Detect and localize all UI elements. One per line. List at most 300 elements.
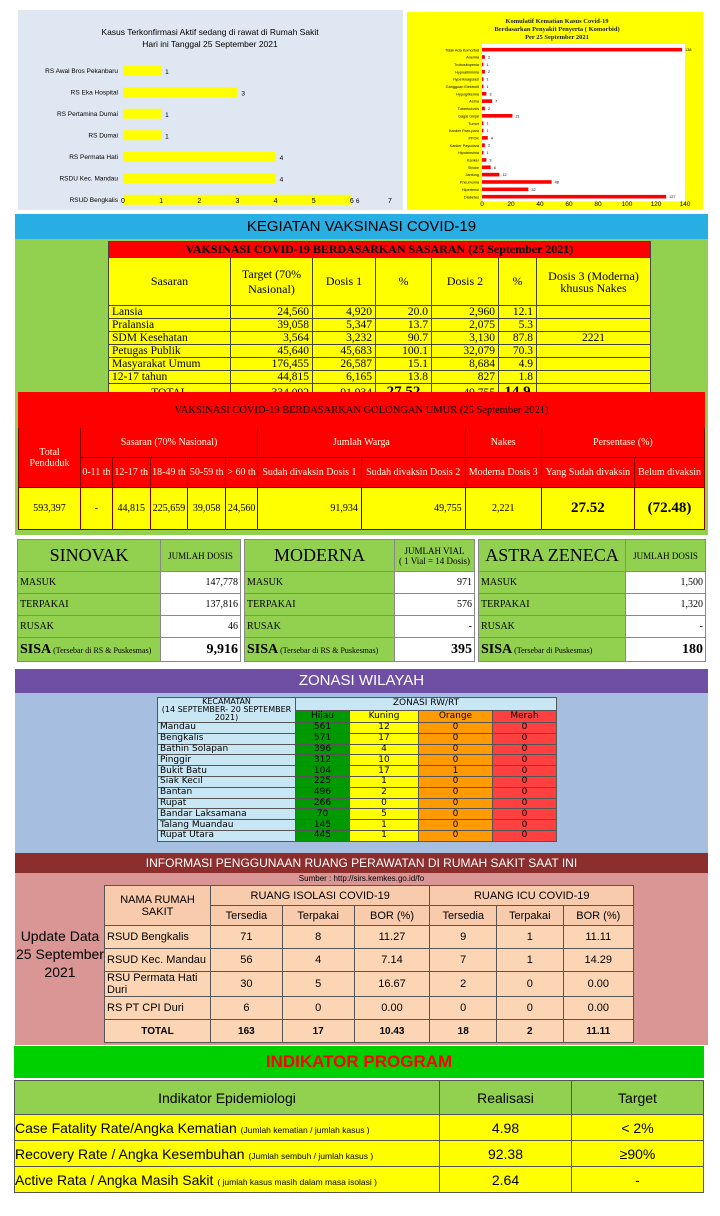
table-cell: 24,560: [231, 306, 313, 319]
indicator-note: ( jumlah kasus masih dalam masa isolasi ): [217, 1176, 377, 1187]
zoning-row: [158, 744, 557, 755]
chart2-data-label: 7: [495, 99, 498, 104]
zona-label: ZONASI RW/RT: [296, 698, 557, 711]
t2-value: 44,815: [112, 488, 150, 530]
kecamatan-date: (14 SEPTEMBER- 20 SEPTEMBER 2021): [161, 705, 292, 722]
table-cell: Masyarakat Umum: [109, 358, 231, 371]
room-cell: 9: [430, 926, 497, 949]
isolation-header: RUANG ISOLASI COVID-19: [211, 886, 430, 906]
kecamatan-header: [158, 698, 296, 723]
t2-subhead: Yang Sudah divaksin: [541, 458, 634, 488]
indicator-realisasi: 92.38: [440, 1141, 572, 1167]
chart2-data-label: 3: [489, 92, 492, 97]
chart2-category-label: Kanker Payudara: [449, 143, 479, 148]
chart1-category-label: RS Permata Hati: [69, 153, 118, 161]
stock-table: [17, 539, 241, 662]
chart2-bar: [482, 99, 492, 103]
zoning-cell: 266: [296, 798, 350, 809]
chart2-category-label: Hipertensi: [461, 187, 479, 192]
comorbid-deaths-svg: [407, 12, 703, 210]
chart2-category-label: Tumor: [468, 121, 479, 126]
chart2-data-label: 32: [531, 187, 536, 192]
source-text: Sumber : http://sirs.kemkes.go.id/fo: [298, 874, 425, 883]
table-cell: 70.3: [499, 345, 537, 358]
room-cell: 16.67: [354, 972, 430, 997]
stock-row: [479, 572, 706, 594]
chart2-category-label: Tidak Ada Komorbid: [444, 48, 479, 53]
zoning-cell: 2: [350, 787, 419, 798]
table-cell: 15.1: [376, 358, 432, 371]
table-cell: Lansia: [109, 306, 231, 319]
chart2-data-label: 3: [489, 158, 492, 163]
remaining-note: (Tersebar di RS & Puskesmas): [51, 645, 152, 655]
zoning-cell: Rupat Utara: [158, 830, 296, 841]
zoning-cell: 0: [492, 766, 556, 777]
t2-title: VAKSINASI COVID-19 BERDASARKAN GOLONGAN UMUR (25 September 2021): [19, 393, 705, 428]
table-cell: 90.7: [376, 332, 432, 345]
table-cell: 100.1: [376, 345, 432, 358]
zoning-cell: Bandar Laksamana: [158, 809, 296, 820]
chart1-tick: 2: [197, 198, 202, 205]
room-col: Terpakai: [497, 906, 564, 926]
zoning-cell: 70: [296, 809, 350, 820]
zoning-row: [158, 809, 557, 820]
t1-col: Target (70% Nasional): [231, 258, 313, 306]
chart1-tick: 7: [388, 198, 392, 205]
stock-label: RUSAK: [479, 616, 626, 638]
chart2-data-label: 12: [502, 173, 507, 178]
table-cell: 45,640: [231, 345, 313, 358]
zoning-cell: 496: [296, 787, 350, 798]
room-cell: 14.29: [563, 949, 633, 972]
chart2-category-label: Hypoglikemia: [456, 92, 479, 97]
zoning-cell: 0: [419, 787, 493, 798]
t2-value: (72.48): [635, 488, 705, 530]
indicator-header: INDIKATOR PROGRAM: [14, 1046, 704, 1078]
zoning-cell: Mandau: [158, 723, 296, 734]
stock-row: [479, 616, 706, 638]
table-row: [109, 319, 651, 332]
chart1-tick: 6: [349, 198, 354, 205]
chart1-subtitle: Hari ini Tanggal 25 September 2021: [142, 39, 278, 49]
hospital-active-cases-svg: [18, 10, 403, 210]
stock-value: 971: [395, 572, 475, 594]
chart2-category-label: Gagal Ginjal: [458, 114, 479, 119]
chart2-bar: [482, 165, 491, 169]
table-cell: 44,815: [231, 371, 313, 384]
zoning-cell: 0: [419, 744, 493, 755]
remaining-note: (Tersebar di Puskesmas): [512, 645, 593, 655]
zoning-cell: 0: [492, 723, 556, 734]
zoning-cell: 0: [492, 733, 556, 744]
chart1-category-label: RS Eka Hospital: [70, 89, 118, 97]
room-total-cell: 11.11: [563, 1020, 633, 1043]
room-total-cell: 10.43: [354, 1020, 430, 1043]
table-cell: [537, 371, 651, 384]
zoning-row: [158, 766, 557, 777]
chart2-bar: [482, 107, 485, 111]
t2-value: 39,058: [188, 488, 226, 530]
chart2-bar: [482, 195, 666, 199]
zoning-row: [158, 776, 557, 787]
stock-row: [245, 616, 475, 638]
zoning-cell: 445: [296, 830, 350, 841]
vaccine-name: SINOVAK: [18, 540, 161, 572]
vaccination-by-target-table: [108, 241, 651, 402]
zoning-cell: 0: [492, 744, 556, 755]
chart2-data-label: 1: [486, 77, 489, 82]
chart2-data-label: 2: [487, 143, 491, 148]
table-cell: 6,165: [313, 371, 376, 384]
zoning-cell: 0: [419, 776, 493, 787]
zoning-cell: 145: [296, 820, 350, 831]
room-cell: 1: [497, 926, 564, 949]
room-cell: 4: [282, 949, 354, 972]
stock-row: [479, 594, 706, 616]
table-cell: 2,960: [432, 306, 499, 319]
chart1-data-label: 1: [165, 111, 169, 119]
hospital-row: [105, 972, 634, 997]
stock-label: TERPAKAI: [18, 594, 161, 616]
chart1-tick: 5: [311, 198, 316, 205]
vaccination-header: KEGIATAN VAKSINASI COVID-19: [15, 214, 708, 239]
stock-unit: JUMLAH VIAL: [404, 545, 465, 556]
chart1-data-label: 1: [165, 133, 169, 141]
table-cell: 3,564: [231, 332, 313, 345]
stock-value: 46: [161, 616, 241, 638]
chart2-bar: [482, 70, 485, 74]
chart2-subtitle2: Per 25 September 2021: [525, 34, 589, 41]
zoning-table: [157, 697, 557, 842]
kecamatan-label: KECAMATAN: [202, 697, 251, 706]
stock-value: -: [626, 616, 706, 638]
room-col: Tersedia: [430, 906, 497, 926]
chart1-bar: [123, 152, 276, 162]
t2-subhead: 12-17 th: [112, 458, 150, 488]
room-col: BOR (%): [354, 906, 430, 926]
zoning-cell: 0: [492, 776, 556, 787]
t2-head: Sasaran (70% Nasional): [81, 428, 258, 458]
zona-col: Merah: [492, 710, 556, 723]
room-cell: RSU Permata Hati Duri: [105, 972, 211, 997]
chart2-data-label: 4: [490, 136, 493, 141]
zoning-row: [158, 798, 557, 809]
indicator-row: [15, 1115, 704, 1141]
stock-remaining-row: [479, 638, 706, 662]
chart2-category-label: PPOK: [468, 136, 479, 141]
chart2-data-label: 127: [669, 195, 676, 200]
remaining-word: SISA: [247, 641, 279, 657]
chart1-tick: 0: [121, 198, 125, 205]
table-cell: 12.1: [499, 306, 537, 319]
room-cell: RSUD Kec. Mandau: [105, 949, 211, 972]
zoning-cell: Bengkalis: [158, 733, 296, 744]
indicator-col: Indikator Epidemiologi: [15, 1081, 440, 1115]
table-cell: 5,347: [313, 319, 376, 332]
chart1-bar: [123, 109, 161, 119]
table-cell: 176,455: [231, 358, 313, 371]
table-cell: 4.9: [499, 358, 537, 371]
zoning-cell: 571: [296, 733, 350, 744]
chart2-category-label: Trobositopenia: [454, 62, 479, 67]
table-cell: Pralansia: [109, 319, 231, 332]
zona-col: Kuning: [350, 710, 419, 723]
chart2-category-label: Hyperkoagulasi: [452, 77, 479, 82]
t2-value: 593,397: [19, 488, 81, 530]
chart2-bar: [482, 92, 486, 96]
zoning-cell: 0: [492, 820, 556, 831]
t1-col: Dosis 3 (Moderna) khusus Nakes: [537, 258, 651, 306]
t1-col: %: [376, 258, 432, 306]
chart2-category-label: Kanker: [466, 158, 479, 163]
chart1-bar: [123, 87, 237, 97]
zona-col: Hijau: [296, 710, 350, 723]
chart2-bar: [482, 188, 528, 192]
room-total-cell: 17: [282, 1020, 354, 1043]
chart2-tick: 140: [679, 201, 691, 208]
stock-value: 137,816: [161, 594, 241, 616]
chart2-data-label: 2: [487, 106, 491, 111]
zoning-cell: 0: [419, 755, 493, 766]
table-cell: 87.8: [499, 332, 537, 345]
table-cell: 39,058: [231, 319, 313, 332]
stock-unit-note: ( 1 Vial = 14 Dosis): [398, 555, 471, 566]
table-cell: 20.0: [376, 306, 432, 319]
zoning-row: [158, 787, 557, 798]
indicator-name-cell: [15, 1167, 440, 1193]
room-cell: 7: [430, 949, 497, 972]
indicator-target: < 2%: [572, 1115, 704, 1141]
room-cell: RS PT CPI Duri: [105, 997, 211, 1020]
stock-label: MASUK: [479, 572, 626, 594]
zoning-cell: 0: [419, 809, 493, 820]
indicator-name-cell: [15, 1115, 440, 1141]
zoning-cell: 225: [296, 776, 350, 787]
hospital-name-header: NAMA RUMAH SAKIT: [105, 886, 211, 926]
stock-value: 147,778: [161, 572, 241, 594]
indicator-target: -: [572, 1167, 704, 1193]
table-cell: 13.8: [376, 371, 432, 384]
t2-subhead: Moderna Dosis 3: [465, 458, 541, 488]
chart2-tick: 0: [480, 201, 484, 208]
stock-row: [18, 572, 241, 594]
zoning-cell: 312: [296, 755, 350, 766]
table-cell: 2,075: [432, 319, 499, 332]
chart1-tick: 3: [235, 198, 240, 205]
chart2-category-label: Jantung: [465, 173, 479, 178]
chart2-data-label: 21: [515, 114, 520, 119]
stock-label: MASUK: [18, 572, 161, 594]
room-cell: 6: [211, 997, 283, 1020]
chart2-plot-area: [482, 44, 685, 201]
chart1-title: Kasus Terkonfirmasi Aktif sedang di rawat di Rumah Sakit: [101, 27, 319, 37]
indicator-col: Realisasi: [440, 1081, 572, 1115]
room-cell: 0.00: [563, 972, 633, 997]
stock-label: RUSAK: [245, 616, 395, 638]
chart2-bar: [482, 77, 483, 81]
stock-label: RUSAK: [18, 616, 161, 638]
indicator-row: [15, 1141, 704, 1167]
chart2-data-label: 6: [493, 165, 496, 170]
zoning-cell: Pinggir: [158, 755, 296, 766]
vaccine-name: MODERNA: [245, 540, 395, 572]
zoning-cell: 0: [492, 787, 556, 798]
chart1-data-label: 4: [279, 154, 284, 162]
chart2-tick: 20: [507, 201, 515, 208]
chart1-tick: 4: [273, 198, 278, 205]
stock-remaining-label: [479, 638, 626, 662]
zoning-cell: 0: [492, 830, 556, 841]
t1-col: Dosis 1: [313, 258, 376, 306]
room-col: Terpakai: [282, 906, 354, 926]
room-total-cell: TOTAL: [105, 1020, 211, 1043]
chart1-bar: [123, 173, 276, 183]
t2-value: 24,560: [226, 488, 258, 530]
stock-value: 1,320: [626, 594, 706, 616]
t2-head: Nakes: [465, 428, 541, 458]
stock-row: [18, 616, 241, 638]
zoning-cell: Bantan: [158, 787, 296, 798]
room-cell: 0: [497, 972, 564, 997]
chart2-bar: [482, 129, 483, 133]
chart2-category-label: Stroke: [468, 165, 479, 170]
indicator-name: Active Rata / Angka Masih Sakit: [15, 1171, 218, 1188]
chart1-category-label: RS Awal Bros Pekanbaru: [45, 67, 118, 75]
zoning-header: ZONASI WILAYAH: [15, 669, 708, 693]
stock-remaining-row: [245, 638, 475, 662]
stock-card-astra-zeneca: [478, 539, 706, 662]
zoning-cell: 1: [419, 766, 493, 777]
stock-unit: JUMLAH DOSIS: [168, 550, 233, 561]
chart2-category-label: Anemia: [466, 55, 479, 60]
t2-value: 91,934: [258, 488, 362, 530]
table-cell: 2221: [537, 332, 651, 345]
room-cell: 8: [282, 926, 354, 949]
chart1-tick: 1: [159, 198, 164, 205]
hospital-row: [105, 997, 634, 1020]
room-cell: 30: [211, 972, 283, 997]
chart2-category-label: Kanker Paru-paru: [449, 129, 479, 134]
table-cell: 3,232: [313, 332, 376, 345]
room-cell: 11.11: [563, 926, 633, 949]
room-cell: RSUD Bengkalis: [105, 926, 211, 949]
stock-row: [245, 572, 475, 594]
chart2-data-label: 48: [554, 180, 559, 185]
zoning-cell: 4: [350, 744, 419, 755]
chart2-tick: 100: [621, 201, 633, 208]
zoning-row: [158, 723, 557, 734]
comorbid-deaths-chart: [407, 12, 703, 210]
table-cell: 1.8: [499, 371, 537, 384]
room-total-cell: 2: [497, 1020, 564, 1043]
room-col: Tersedia: [211, 906, 283, 926]
chart1-data-label: 3: [241, 90, 246, 98]
stock-row: [245, 594, 475, 616]
table-cell: SDM Kesehatan: [109, 332, 231, 345]
zoning-cell: 396: [296, 744, 350, 755]
zoning-cell: Rupat: [158, 798, 296, 809]
indicator-note: (Jumlah sembuh / jumlah kasus ): [248, 1150, 374, 1161]
stock-table: [244, 539, 475, 662]
chart2-tick: 60: [565, 201, 573, 208]
hospital-active-cases-chart: [18, 10, 403, 210]
chart2-category-label: Hypoalbiminia: [455, 70, 479, 75]
zoning-cell: 0: [419, 820, 493, 831]
zoning-cell: Talang Muandau: [158, 820, 296, 831]
chart2-bar: [482, 63, 483, 67]
stock-remaining-value: 9,916: [161, 638, 241, 662]
stock-remaining-value: 395: [395, 638, 475, 662]
table-cell: [537, 319, 651, 332]
chart2-category-label: Gangguan Elektrolit: [445, 85, 479, 90]
zoning-cell: 0: [419, 733, 493, 744]
chart2-bar: [482, 114, 512, 118]
stock-value: 576: [395, 594, 475, 616]
stock-remaining-label: [245, 638, 395, 662]
t2-value: 225,659: [150, 488, 188, 530]
stock-remaining-row: [18, 638, 241, 662]
t1-title: VAKSINASI COVID-19 BERDASARKAN SASARAN (25 September 2021): [109, 242, 651, 258]
stock-label: TERPAKAI: [479, 594, 626, 616]
chart1-category-label: RSDU Kec. Mandau: [59, 175, 118, 183]
zoning-cell: 0: [492, 755, 556, 766]
chart2-tick: 80: [594, 201, 602, 208]
chart1-data-label: 4: [279, 176, 284, 184]
zoning-cell: 1: [350, 776, 419, 787]
room-cell: 5: [282, 972, 354, 997]
chart2-data-label: 1: [486, 62, 489, 67]
zoning-cell: 0: [492, 809, 556, 820]
t2-value: 2,221: [465, 488, 541, 530]
remaining-word: SISA: [20, 641, 52, 657]
table-cell: 13.7: [376, 319, 432, 332]
t2-subhead: 0-11 th: [81, 458, 113, 488]
indicator-name: Case Fatality Rate/Angka Kematian: [15, 1119, 241, 1136]
indicator-col: Target: [572, 1081, 704, 1115]
zoning-cell: 0: [419, 798, 493, 809]
table-cell: 45,683: [313, 345, 376, 358]
room-cell: 7.14: [354, 949, 430, 972]
table-cell: [537, 306, 651, 319]
table-row: [109, 371, 651, 384]
table-cell: 3,130: [432, 332, 499, 345]
chart2-title: Komulatif Kematian Kasus Covid-19: [505, 18, 609, 25]
table-row: [109, 306, 651, 319]
indicator-name-cell: [15, 1141, 440, 1167]
zoning-cell: 1: [350, 820, 419, 831]
zoning-cell: 104: [296, 766, 350, 777]
chart2-data-label: 1: [486, 121, 489, 126]
zoning-cell: 0: [419, 830, 493, 841]
zoning-cell: 1: [350, 830, 419, 841]
room-col: BOR (%): [563, 906, 633, 926]
chart2-data-label: 1: [486, 151, 489, 156]
chart2-data-label: 2: [487, 55, 491, 60]
chart2-bar: [482, 158, 486, 162]
table-cell: [537, 345, 651, 358]
table-cell: 827: [432, 371, 499, 384]
chart2-category-label: Asma: [469, 99, 479, 104]
chart1-category-label: RSUD Bengkalis: [69, 196, 118, 204]
t1-col: %: [499, 258, 537, 306]
chart2-bar: [482, 180, 552, 184]
hospital-row: [105, 926, 634, 949]
table-cell: 26,587: [313, 358, 376, 371]
zoning-cell: Bathin Solapan: [158, 744, 296, 755]
table-cell: Petugas Publik: [109, 345, 231, 358]
remaining-word: SISA: [481, 641, 513, 657]
zona-col: Orange: [419, 710, 493, 723]
